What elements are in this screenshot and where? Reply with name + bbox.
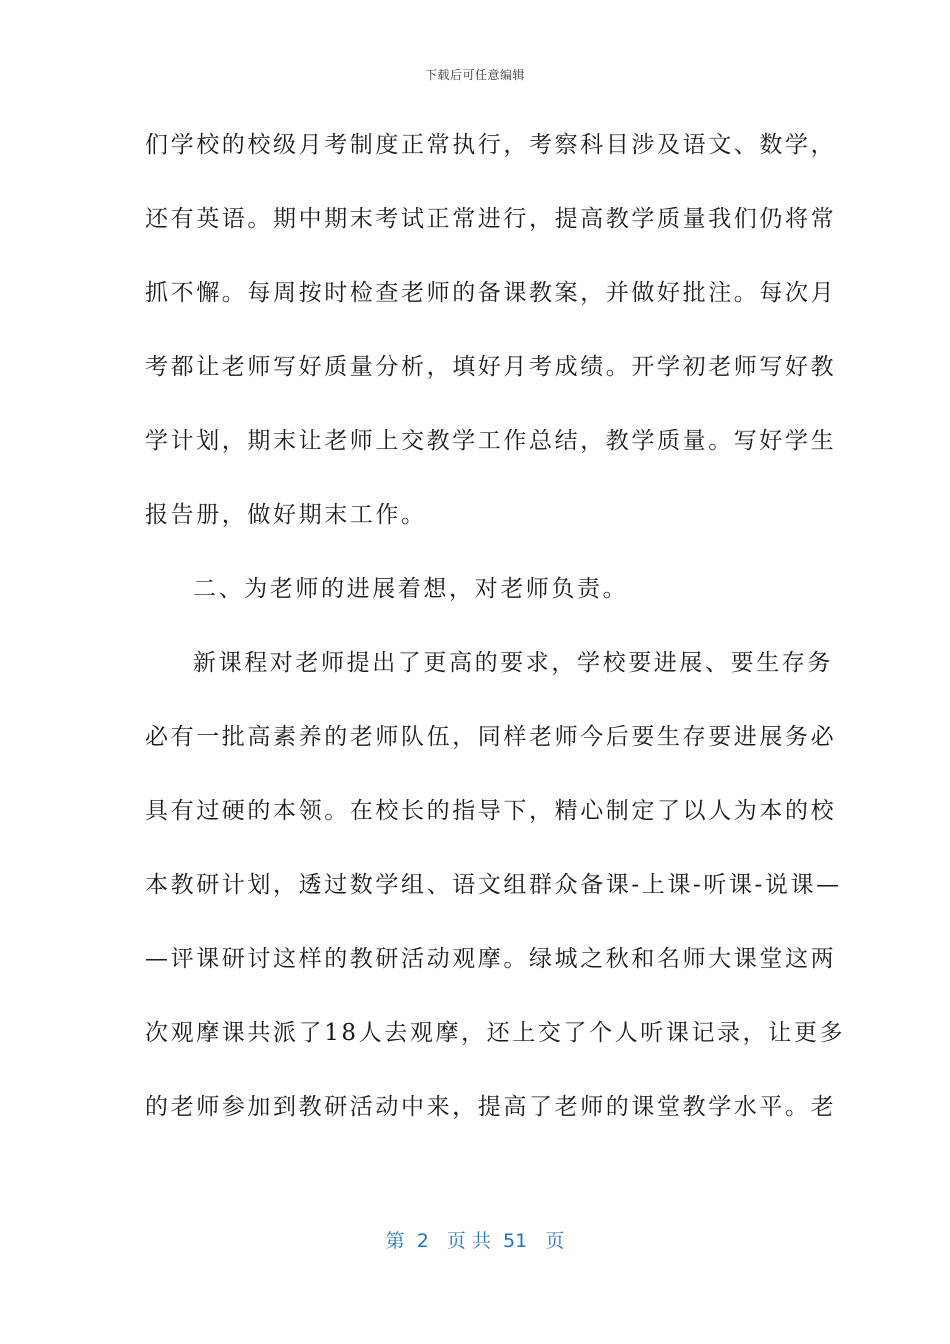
text-line: 的老师参加到教研活动中来，提高了老师的课堂教学水平。老 <box>145 1094 837 1120</box>
text-line: 还有英语。期中期末考试正常进行，提高教学质量我们仍将常 <box>145 206 837 232</box>
text-line: 考都让老师写好质量分析，填好月考成绩。开学初老师写好教 <box>145 354 837 380</box>
text-line: 具有过硬的本领。在校长的指导下，精心制定了以人为本的校 <box>145 798 837 824</box>
text-line: —评课研讨这样的教研活动观摩。绿城之秋和名师大课堂这两 <box>145 946 837 972</box>
text-line: 必有一批高素养的老师队伍，同样老师今后要生存要进展务必 <box>145 724 837 750</box>
text-line: 次观摩课共派了18人去观摩，还上交了个人听课记录，让更多 <box>145 1020 846 1046</box>
page-number: 第 2 页 共 51 页 <box>385 1230 565 1252</box>
text-line: 们学校的校级月考制度正常执行，考察科目涉及语文、数学， <box>145 132 837 158</box>
text-line: 本教研计划，透过数学组、语文组群众备课-上课-听课-说课— <box>145 872 842 898</box>
text-line: 抓不懈。每周按时检查老师的备课教案，并做好批注。每次月 <box>145 280 837 306</box>
download-note: 下载后可任意编辑 <box>424 68 525 82</box>
section-heading: 二、为老师的进展着想，对老师负责。 <box>193 576 629 602</box>
document-body <box>145 118 846 1154</box>
text-line: 新课程对老师提出了更高的要求，学校要进展、要生存务 <box>193 650 833 676</box>
text-line: 学计划，期末让老师上交教学工作总结，教学质量。写好学生 <box>145 428 837 454</box>
text-line: 报告册，做好期末工作。 <box>145 502 427 528</box>
